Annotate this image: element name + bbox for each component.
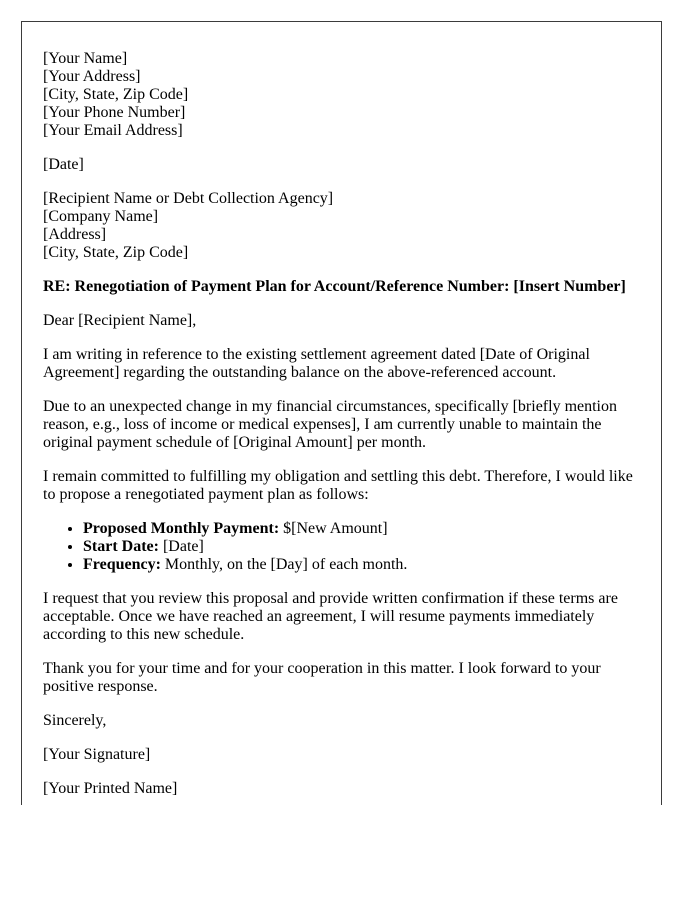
term-value: [Date] (162, 538, 204, 555)
list-item (83, 556, 640, 574)
sender-line: [Your Address] (43, 68, 141, 85)
closing: Sincerely, (43, 712, 107, 729)
sender-line: [Your Phone Number] (43, 104, 186, 121)
body-paragraph: I am writing in reference to the existing settlement agreement dated [Date of Original Agreement] regarding the outstanding balance on the above-referenced account. (43, 346, 590, 381)
payment-terms-list (43, 520, 640, 574)
recipient-line: [Recipient Name or Debt Collection Agency] (43, 190, 334, 207)
term-label: Proposed Monthly Payment: (83, 520, 280, 537)
term-label: Frequency: (83, 556, 161, 573)
subject-line: RE: Renegotiation of Payment Plan for Account/Reference Number: [Insert Number] (43, 278, 626, 295)
term-value: Monthly, on the [Day] of each month. (164, 556, 408, 573)
salutation: Dear [Recipient Name], (43, 312, 197, 329)
body-paragraph: I remain committed to fulfilling my obligation and settling this debt. Therefore, I would like to propose a renegotiated payment plan as follows: (43, 468, 633, 503)
list-item (83, 538, 640, 556)
date-line: [Date] (43, 156, 84, 173)
sender-line: [Your Email Address] (43, 122, 183, 139)
body-paragraph: Due to an unexpected change in my financial circumstances, specifically [briefly mention reason, e.g., loss of income or medical expenses], I am currently unable to maintain the original payment schedule of [Original Amount] per month. (43, 398, 617, 451)
recipient-line: [Address] (43, 226, 107, 243)
list-item (83, 520, 640, 538)
body-paragraph: I request that you review this proposal and provide written confirmation if these terms are acceptable. Once we have reached an agreement, I will resume payments immediately according to this new schedule. (43, 590, 618, 643)
term-label: Start Date: (83, 538, 159, 555)
recipient-line: [City, State, Zip Code] (43, 244, 189, 261)
sender-line: [City, State, Zip Code] (43, 86, 189, 103)
term-value: $[New Amount] (283, 520, 388, 537)
sender-line: [Your Name] (43, 50, 128, 67)
body-paragraph: Thank you for your time and for your cooperation in this matter. I look forward to your positive response. (43, 660, 601, 695)
letter-page (21, 21, 662, 805)
recipient-block (43, 190, 640, 262)
recipient-line: [Company Name] (43, 208, 159, 225)
sender-block (43, 50, 640, 140)
printed-name: [Your Printed Name] (43, 780, 178, 797)
signature-placeholder: [Your Signature] (43, 746, 151, 763)
